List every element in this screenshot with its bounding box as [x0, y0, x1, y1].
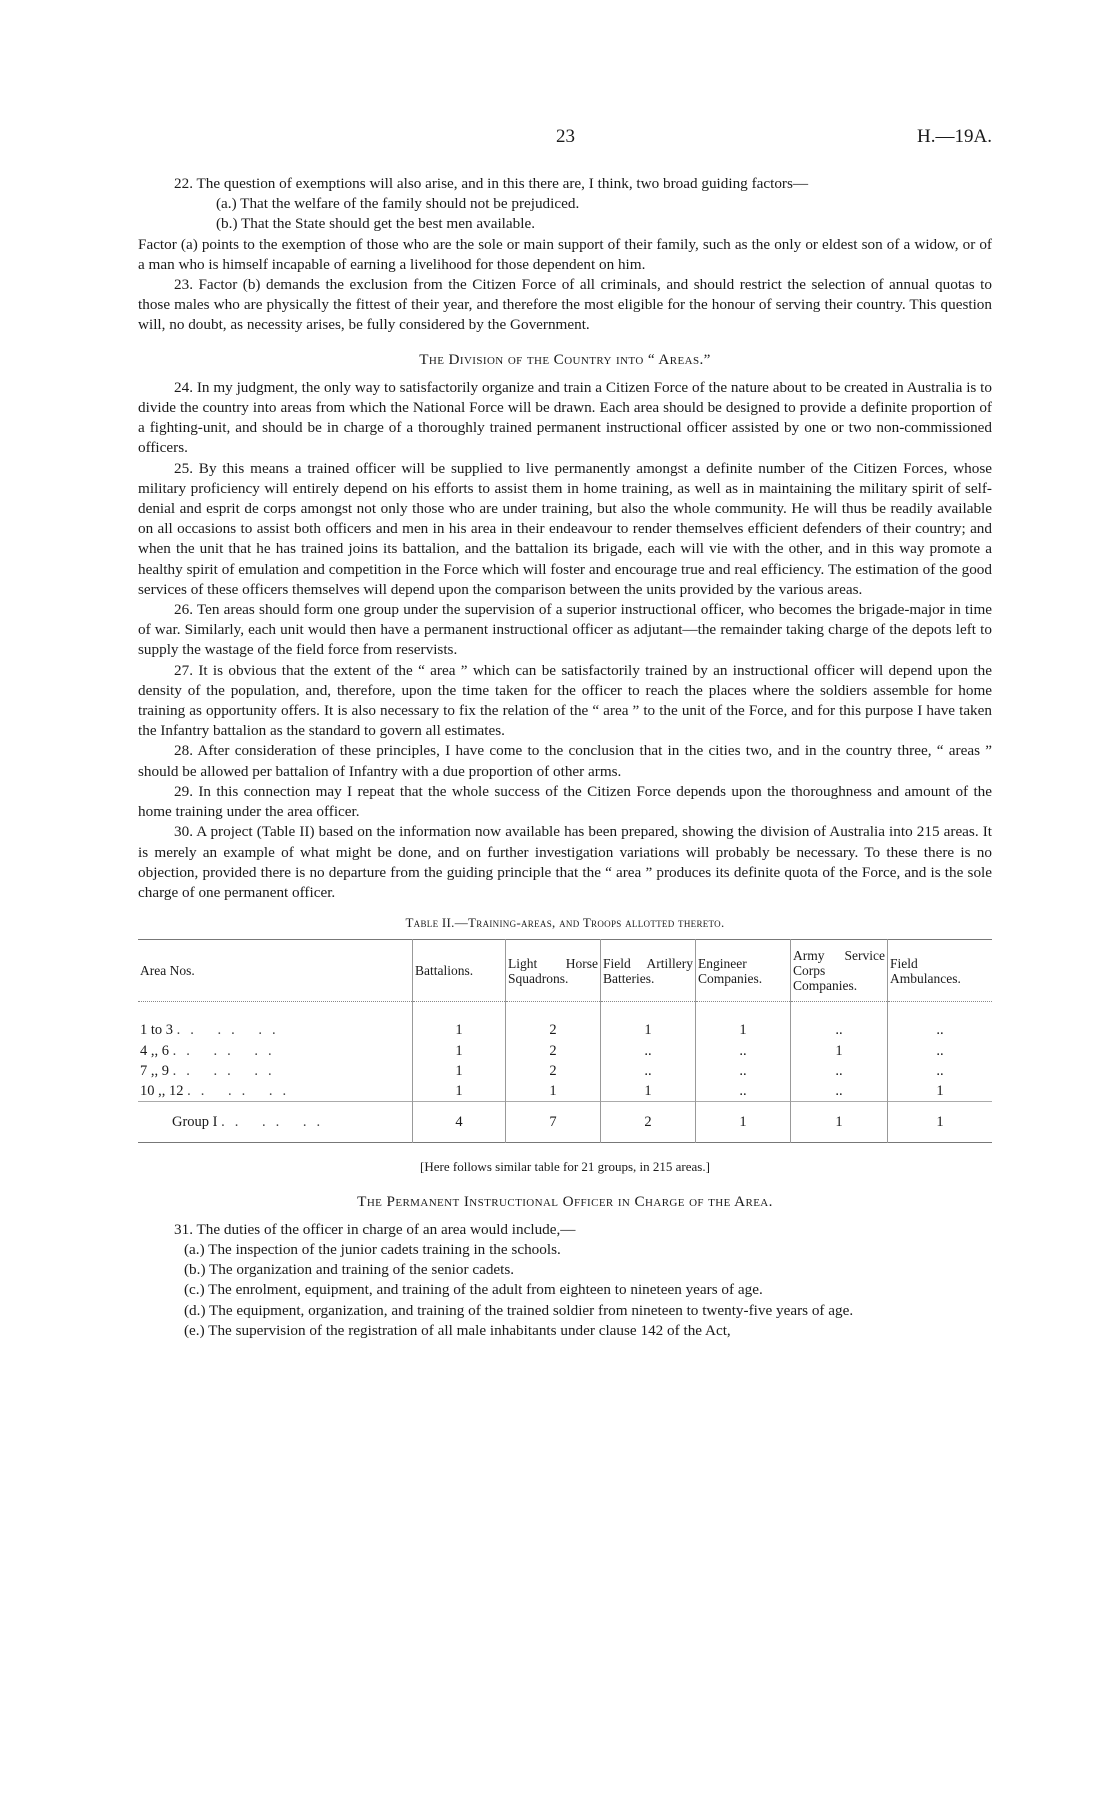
table-cell: 1: [601, 1002, 696, 1041]
paragraph-27: 27. It is obvious that the extent of the “ area ” which can be satisfactorily trained by an instructional officer will depend upon the density of the population, and, therefore, upon the time taken for the officer to reach the places where the soldiers assemble for home training as opportunity offers. It is also necessary to fix the relation of the “ area ” to the unit of the Force, and for this purpose I have taken the Infantry battalion as the standard to govern all estimates.: [138, 661, 992, 740]
table-note: [Here follows similar table for 21 groups, in 215 areas.]: [420, 1159, 710, 1175]
page-header: [138, 126, 992, 150]
table-cell: ..: [791, 1081, 888, 1102]
table-cell: 1: [413, 1041, 506, 1061]
table-cell: 2: [601, 1102, 696, 1143]
list-item: (c.) The enrolment, equipment, and training of the adult from eighteen to nineteen years of age.: [184, 1281, 763, 1299]
column-header: Field Ambulances.: [888, 940, 993, 1002]
leader-dots: .. .. ..: [187, 1082, 297, 1099]
table-cell: 1: [413, 1081, 506, 1102]
area-range: 4 ,, 6: [140, 1042, 169, 1059]
table-cell: 7: [506, 1102, 601, 1143]
paragraph-31: 31. The duties of the officer in charge of an area would include,—: [174, 1220, 576, 1238]
leader-dots: .. .. ..: [176, 1022, 286, 1039]
table-row: [138, 1041, 992, 1061]
document-body: [138, 174, 992, 1341]
leader-dots: .. .. ..: [172, 1062, 282, 1079]
table-cell: ..: [888, 1002, 993, 1041]
table-cell: 1: [696, 1002, 791, 1041]
table-cell: ..: [888, 1041, 993, 1061]
table-cell: [138, 1102, 413, 1143]
page-number: 23: [556, 126, 575, 147]
item-22b: (b.) That the State should get the best men available.: [216, 215, 535, 233]
table-cell: [138, 1061, 413, 1081]
table-cell: 1: [506, 1081, 601, 1102]
table-cell: 2: [506, 1002, 601, 1041]
list-item: (a.) The inspection of the junior cadets training in the schools.: [184, 1240, 561, 1258]
document-reference: H.—19A.: [917, 126, 992, 147]
leader-dots: .. .. ..: [221, 1114, 331, 1131]
table-row: [138, 1061, 992, 1081]
table-cell: 1: [791, 1041, 888, 1061]
list-item: (e.) The supervision of the registration of all male inhabitants under clause 142 of the Act,: [184, 1321, 731, 1339]
table-caption: Table II.—Training-areas, and Troops allotted thereto.: [405, 915, 725, 931]
table-row: [138, 1002, 992, 1041]
table-row: [138, 1081, 992, 1102]
paragraph-25: 25. By this means a trained officer will be supplied to live permanently amongst a definite number of the Citizen Forces, whose military proficiency will entirely depend on his efforts to assist them in home training, as well as in maintaining the military spirit of self-denial and esprit de corps amongst not only those who are under training, but also the whole community. He will thus be readily available on all occasions to assist both officers and men in his area in their endeavour to render themselves efficient defenders of their country; and when the unit that he has trained joins its battalion, and the battalion its brigade, each will vie with the other, and in this way promote a healthy spirit of emulation and competition in the Force which will foster and encourage true and real efficiency. The estimation of the good services of these officers themselves will depend upon the comparison between the units provided by the various areas.: [138, 459, 992, 598]
table-cell: 2: [506, 1061, 601, 1081]
column-header: Army Service Corps Companies.: [791, 940, 888, 1002]
column-header: Area Nos.: [140, 963, 195, 979]
table-cell: 2: [506, 1041, 601, 1061]
table-cell: 1: [601, 1081, 696, 1102]
table-cell: 4: [413, 1102, 506, 1143]
column-header: Battalions.: [413, 940, 506, 1002]
section-heading-officer: The Permanent Instructional Officer in Charge of the Area.: [357, 1192, 773, 1210]
section-heading-areas: The Division of the Country into “ Areas.”: [419, 350, 711, 368]
table-cell: ..: [696, 1041, 791, 1061]
table-total-row: [138, 1102, 992, 1143]
paragraph-29: 29. In this connection may I repeat that the whole success of the Citizen Force depends upon the thoroughness and amount of the home training under the area officer.: [138, 782, 992, 821]
column-header: Light Horse Squadrons.: [506, 940, 601, 1002]
training-areas-table: [138, 939, 992, 1143]
table-cell: ..: [601, 1061, 696, 1081]
table-cell: ..: [888, 1061, 993, 1081]
leader-dots: .. .. ..: [172, 1042, 282, 1059]
table-cell: 1: [413, 1002, 506, 1041]
table-cell: ..: [696, 1081, 791, 1102]
table-cell: 1: [696, 1102, 791, 1143]
table-cell: ..: [791, 1002, 888, 1041]
paragraph-factor-a: Factor (a) points to the exemption of those who are the sole or main support of their family, such as the only or eldest son of a widow, or of a man who is himself incapable of earning a livelihood for those dependent on him.: [138, 235, 992, 273]
table-header-row: [138, 940, 992, 1002]
area-range: 7 ,, 9: [140, 1062, 169, 1079]
item-22a: (a.) That the welfare of the family should not be prejudiced.: [216, 195, 580, 213]
paragraph-26: 26. Ten areas should form one group under the supervision of a superior instructional officer, who becomes the brigade-major in time of war. Similarly, each unit would then have a permanent instructional officer as adjutant—the remainder taking charge of the depots left to supply the wastage of the field force from reservists.: [138, 601, 992, 659]
paragraph-24: 24. In my judgment, the only way to satisfactorily organize and train a Citizen Force of the nature about to be created in Australia is to divide the country into areas from which the National Force will be drawn. Each area should be designed to provide a definite proportion of a fighting-unit, and should be in charge of a thoroughly trained permanent instructional officer assisted by one or two non-commissioned officers.: [138, 378, 992, 457]
list-item: (b.) The organization and training of the senior cadets.: [184, 1261, 515, 1279]
table-cell: 1: [888, 1102, 993, 1143]
table-cell: [138, 1081, 413, 1102]
list-item: (d.) The equipment, organization, and training of the trained soldier from nineteen to twenty-five years of age.: [184, 1301, 854, 1319]
area-range: 10 ,, 12: [140, 1082, 184, 1099]
area-range: 1 to 3: [140, 1022, 174, 1039]
table-cell: [138, 1041, 413, 1061]
table-cell: 1: [888, 1081, 993, 1102]
paragraph-22: 22. The question of exemptions will also arise, and in this there are, I think, two broad guiding factors—: [174, 175, 809, 192]
duties-list: [138, 1240, 992, 1341]
paragraph-23: 23. Factor (b) demands the exclusion from the Citizen Force of all criminals, and should restrict the selection of annual quotas to those males who are physically the fittest of their year, and therefore the most eligible for the honour of serving their country. This question will, no doubt, as necessity arises, be fully considered by the Government.: [138, 276, 992, 334]
group-label: Group I: [172, 1114, 218, 1131]
column-header: Field Artillery Batteries.: [601, 940, 696, 1002]
table-cell: 1: [791, 1102, 888, 1143]
paragraph-30: 30. A project (Table II) based on the information now available has been prepared, showing the division of Australia into 215 areas. It is merely an example of what might be done, and on further investigation variations will probably be necessary. To these there is no objection, provided there is no departure from the guiding principle that the “ area ” produces its definite quota of the Force, and is the sole charge of one permanent officer.: [138, 823, 992, 901]
paragraph-28: 28. After consideration of these principles, I have come to the conclusion that in the cities two, and in the country three, “ areas ” should be allowed per battalion of Infantry with a due proportion of other arms.: [138, 742, 992, 780]
table-cell: ..: [696, 1061, 791, 1081]
column-header: Engineer Companies.: [696, 940, 791, 1002]
table-cell: 1: [413, 1061, 506, 1081]
table-cell: [138, 1002, 413, 1041]
table-cell: ..: [791, 1061, 888, 1081]
table-cell: ..: [601, 1041, 696, 1061]
